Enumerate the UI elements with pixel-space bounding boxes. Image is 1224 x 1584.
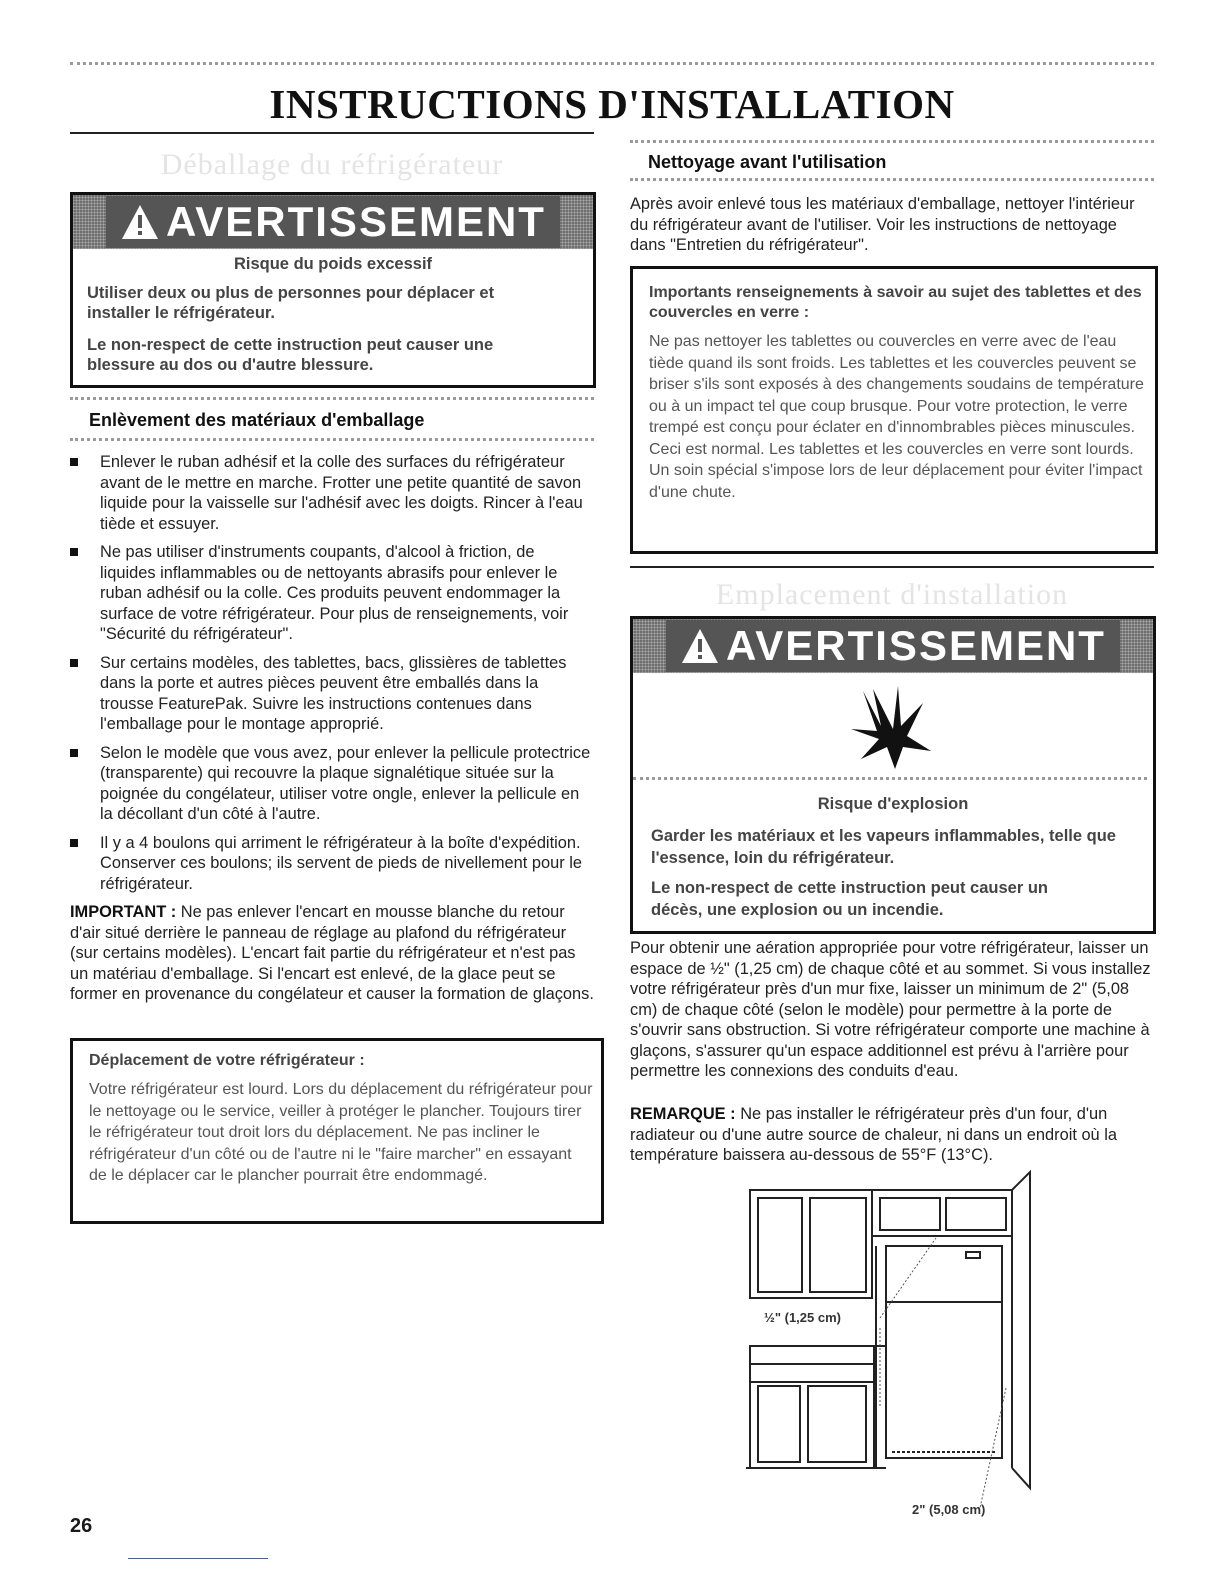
warning-instruction: Utiliser deux ou plus de personnes pour déplacer et installer le réfrigérateur. <box>87 284 495 322</box>
right-heading-rule-top <box>630 140 1154 143</box>
bullet-icon <box>70 659 78 667</box>
top-rule <box>70 62 1154 65</box>
warning-label: AVERTISSEMENT <box>166 198 546 245</box>
refrigerator <box>886 1246 1002 1458</box>
heading-nettoyage: Nettoyage avant l'utilisation <box>648 152 887 172</box>
page-title: INSTRUCTIONS D'INSTALLATION <box>269 81 955 127</box>
right-section-rule <box>630 566 1154 568</box>
glass-box <box>630 266 1158 554</box>
side-wall <box>1012 1172 1030 1488</box>
glass-box-title: Importants renseignements à savoir au sujet des tablettes et des couvercles en verre : <box>649 284 1142 321</box>
warning-triangle-icon <box>680 627 720 665</box>
list-item: Enlever le ruban adhésif et la colle des surfaces du réfrigérateur avant de le mettre en marche. Frotter une petite quantité de savon liquide pour la vaisselle sur l'adhésif avec les doigts. Rincer à l'eau tiède et essuyer. <box>70 452 594 534</box>
warning-divider <box>633 777 1147 780</box>
explosion-icon <box>843 681 943 771</box>
warning-box-explosion <box>630 616 1156 934</box>
heading-emballage: Enlèvement des matériaux d'emballage <box>89 410 425 430</box>
installation-diagram <box>740 1168 1040 1528</box>
warning-hazard: Risque du poids excessif <box>233 255 433 273</box>
bullet-icon <box>70 548 78 556</box>
important-note: IMPORTANT : Ne pas enlever l'encart en mousse blanche du retour d'air situé derrière le panneau de réglage au plafond du réfrigérateur (sur certains modèles). L'encart fait partie du réfrigérateur et n'est pas un matériau d'emballage. Si l'encart est enlevé, de la glace peut se former en provenance du congélateur et causer la formation de glaçons. <box>70 903 594 1003</box>
section-title-emplacement: Emplacement d'installation <box>715 578 1069 611</box>
list-item: Selon le modèle que vous avez, pour enlever la pellicule protectrice (transparente) qui recouvre la plaque signalétique située sur la poignée du congélateur, utiliser votre ongle, enlever la pellicule en la décollant d'un côté à l'autre. <box>70 743 594 825</box>
remarque-note: REMARQUE : Ne pas installer le réfrigérateur près d'un four, d'un radiateur ou d'une autre source de chaleur, ni dans un endroit où la température baissera au-dessous de 55°F (13°C). <box>630 1105 1117 1164</box>
bullet-icon <box>70 458 78 466</box>
warning-box-weight <box>70 192 596 388</box>
heading-rule-top <box>70 397 594 400</box>
section-title-deballage: Déballage du réfrigérateur <box>160 148 504 181</box>
bullet-icon <box>70 749 78 757</box>
glass-box-body: Ne pas nettoyer les tablettes ou couvercles en verre avec de l'eau tiède quand ils sont froids. Les tablettes et les couvercles peuvent se briser s'ils sont exposés à des changements soudains de température ou à un impact tel que coup brusque. Pour votre protection, le verre trempé est conçu pour éclater en d'innombrables pièces minuscules. Ceci est normal. Les tablettes et les couvercles en verre sont lourds. Un soin spécial s'impose lors de leur déplacement pour éviter l'impact d'une chute. <box>649 333 1144 501</box>
clearance-label-top: ½" (1,25 cm) <box>764 1310 841 1325</box>
moving-box <box>70 1038 604 1224</box>
list-item: Il y a 4 boulons qui arriment le réfrigérateur à la boîte d'expédition. Conserver ces boulons; ils servent de pieds de nivellement pour le réfrigérateur. <box>70 833 594 895</box>
warning-instruction: Garder les matériaux et les vapeurs inflammables, telle que l'essence, loin du réfrigérateur. <box>651 827 1116 867</box>
list-item: Ne pas utiliser d'instruments coupants, d'alcool à friction, de liquides inflammables ou de nettoyants abrasifs pour enlever le ruban adhésif ou la colle. Ces produits peuvent endommager la surface de votre réfrigérateur. Pour plus de renseignements, voir "Sécurité du réfrigérateur". <box>70 542 594 645</box>
footer-rule <box>128 1558 268 1559</box>
list-item: Sur certains modèles, des tablettes, bacs, glissières de tablettes dans la porte et autres pièces peuvent être emballés dans la trousse FeaturePak. Suivre les instructions contenues dans l'emballage pour le montage approprié. <box>70 653 594 735</box>
location-text: Pour obtenir une aération appropriée pour votre réfrigérateur, laisser un espace de ½" (1,25 cm) de chaque côté et au sommet. Si vous installez votre réfrigérateur près d'un mur fixe, laisser un minimum de 2" (5,08 cm) de chaque côté (selon le modèle) pour permettre à la porte de s'ouvrir sans obstruction. Si votre réfrigérateur comporte une machine à glaçons, s'assurer qu'un espace additionnel est prévu à l'arrière pour permettre les connexions des conduits d'eau. <box>630 939 1151 1080</box>
packing-list <box>70 452 594 902</box>
moving-box-body: Votre réfrigérateur est lourd. Lors du déplacement du réfrigérateur pour le nettoyage ou le service, veiller à protéger le plancher. Toujours tirer le réfrigérateur tout droit lors du déplacement. Ne pas incliner le réfrigérateur d'un côté ou de l'autre ni le "faire marcher" en essayant de le déplacer car le plancher pourrait être endommagé. <box>89 1081 593 1184</box>
right-heading-rule-bottom <box>630 178 1154 181</box>
warning-consequence: Le non-respect de cette instruction peut causer un décès, une explosion ou un incendie. <box>651 879 1048 919</box>
warning-label: AVERTISSEMENT <box>726 622 1106 669</box>
moving-box-title: Déplacement de votre réfrigérateur : <box>89 1052 365 1069</box>
warning-banner <box>633 619 1153 673</box>
warning-consequence: Le non-respect de cette instruction peut causer une blessure au dos ou d'autre blessure. <box>87 336 494 374</box>
warning-banner <box>73 195 593 249</box>
heading-rule-bottom <box>70 438 594 441</box>
warning-triangle-icon <box>120 203 160 241</box>
clearance-label-bottom: 2" (5,08 cm) <box>912 1502 986 1517</box>
left-section-rule <box>70 132 594 134</box>
cleaning-intro: Après avoir enlevé tous les matériaux d'emballage, nettoyer l'intérieur du réfrigérateur avant de l'utiliser. Voir les instructions de nettoyage dans "Entretien du réfrigérateur". <box>630 195 1135 254</box>
bullet-icon <box>70 839 78 847</box>
warning-hazard: Risque d'explosion <box>817 795 969 813</box>
page-number: 26 <box>70 1515 93 1537</box>
